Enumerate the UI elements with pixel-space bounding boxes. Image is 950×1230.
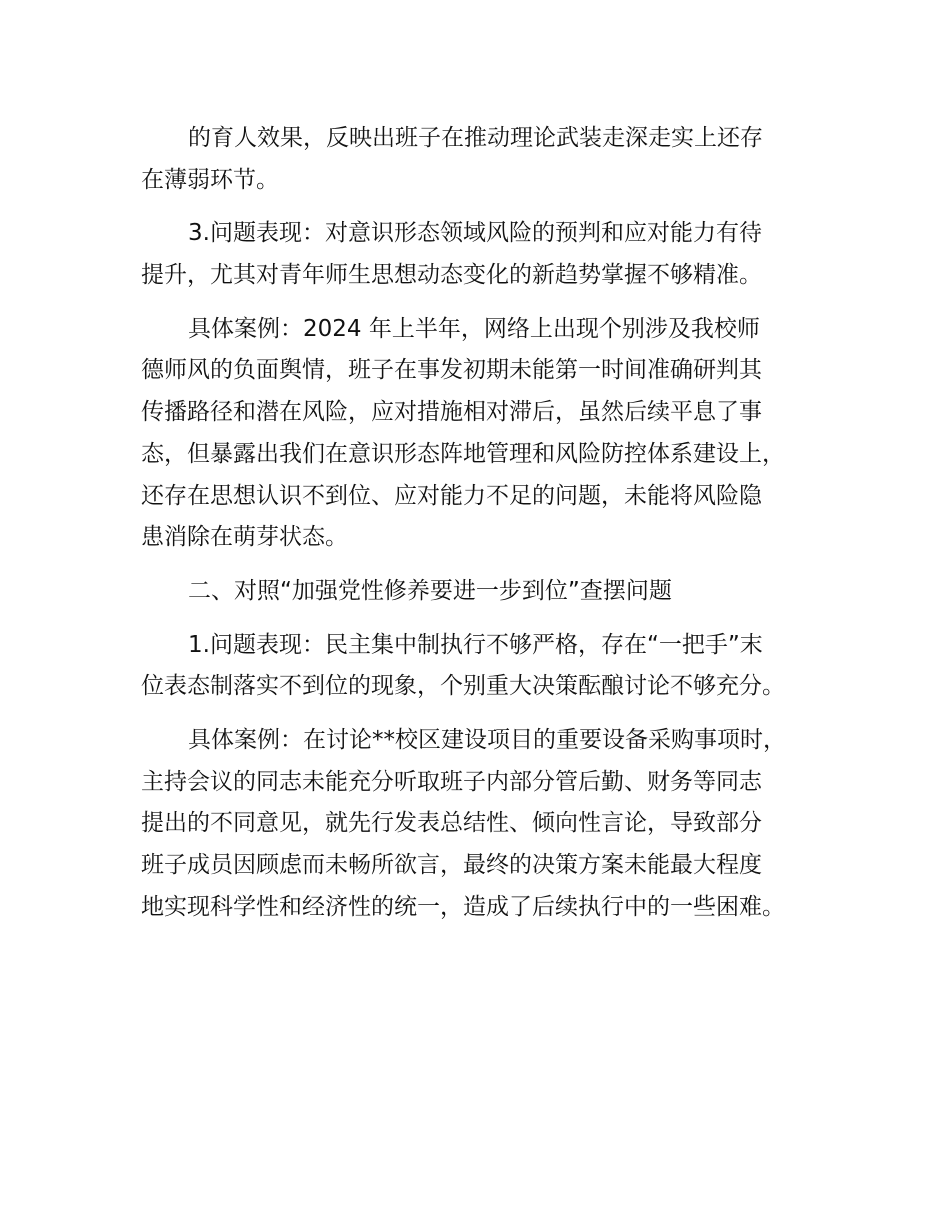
text-line: 德师风的负面舆情，班子在事发初期未能第一时间准确研判其 (141, 357, 762, 384)
text-line: 位表态制落实不到位的现象，个别重大决策酝酿讨论不够充分。 (141, 673, 785, 700)
text-line: 在薄弱环节。 (141, 166, 279, 193)
paragraph (141, 720, 831, 928)
text-line: 二、对照“加强党性修养要进一步到位”查摆问题 (188, 577, 672, 604)
text-line: 地实现科学性和经济性的统一，造成了后续执行中的一些困难。 (141, 893, 785, 920)
paragraph (141, 309, 831, 559)
text-line: 班子成员因顾虑而未畅所欲言，最终的决策方案未能最大程度 (141, 852, 762, 878)
text-line: 主持会议的同志未能充分听取班子内部分管后勤、财务等同志 (141, 768, 762, 795)
text-line: 还存在思想认识不到位、应对能力不足的问题，未能将风险隐 (141, 482, 762, 509)
text-line: 具体案例：2024 年上半年，网络上出现个别涉及我校师 (188, 315, 760, 342)
text-line: 提升，尤其对青年师生思想动态变化的新趋势掌握不够精准。 (141, 262, 762, 289)
text-line: 传播路径和潜在风险，应对措施相对滞后，虽然后续平息了事 (141, 399, 762, 426)
paragraph (141, 625, 831, 708)
paragraph (141, 213, 831, 296)
text-line: 患消除在萌芽状态。 (141, 524, 348, 551)
paragraph (141, 118, 831, 201)
text-line: 的育人效果，反映出班子在推动理论武装走深走实上还存 (188, 125, 763, 151)
text-line: 提出的不同意见，就先行发表总结性、倾向性言论，导致部分 (141, 810, 762, 837)
text-line: 1.问题表现：民主集中制执行不够严格，存在“一把手”末 (188, 631, 763, 658)
document-body (141, 118, 831, 928)
text-line: 态，但暴露出我们在意识形态阵地管理和风险防控体系建设上， (141, 440, 785, 467)
section-heading (141, 571, 831, 613)
text-line: 3.问题表现：对意识形态领域风险的预判和应对能力有待 (188, 220, 762, 247)
text-line: 具体案例：在讨论**校区建设项目的重要设备采购事项时， (188, 726, 786, 753)
